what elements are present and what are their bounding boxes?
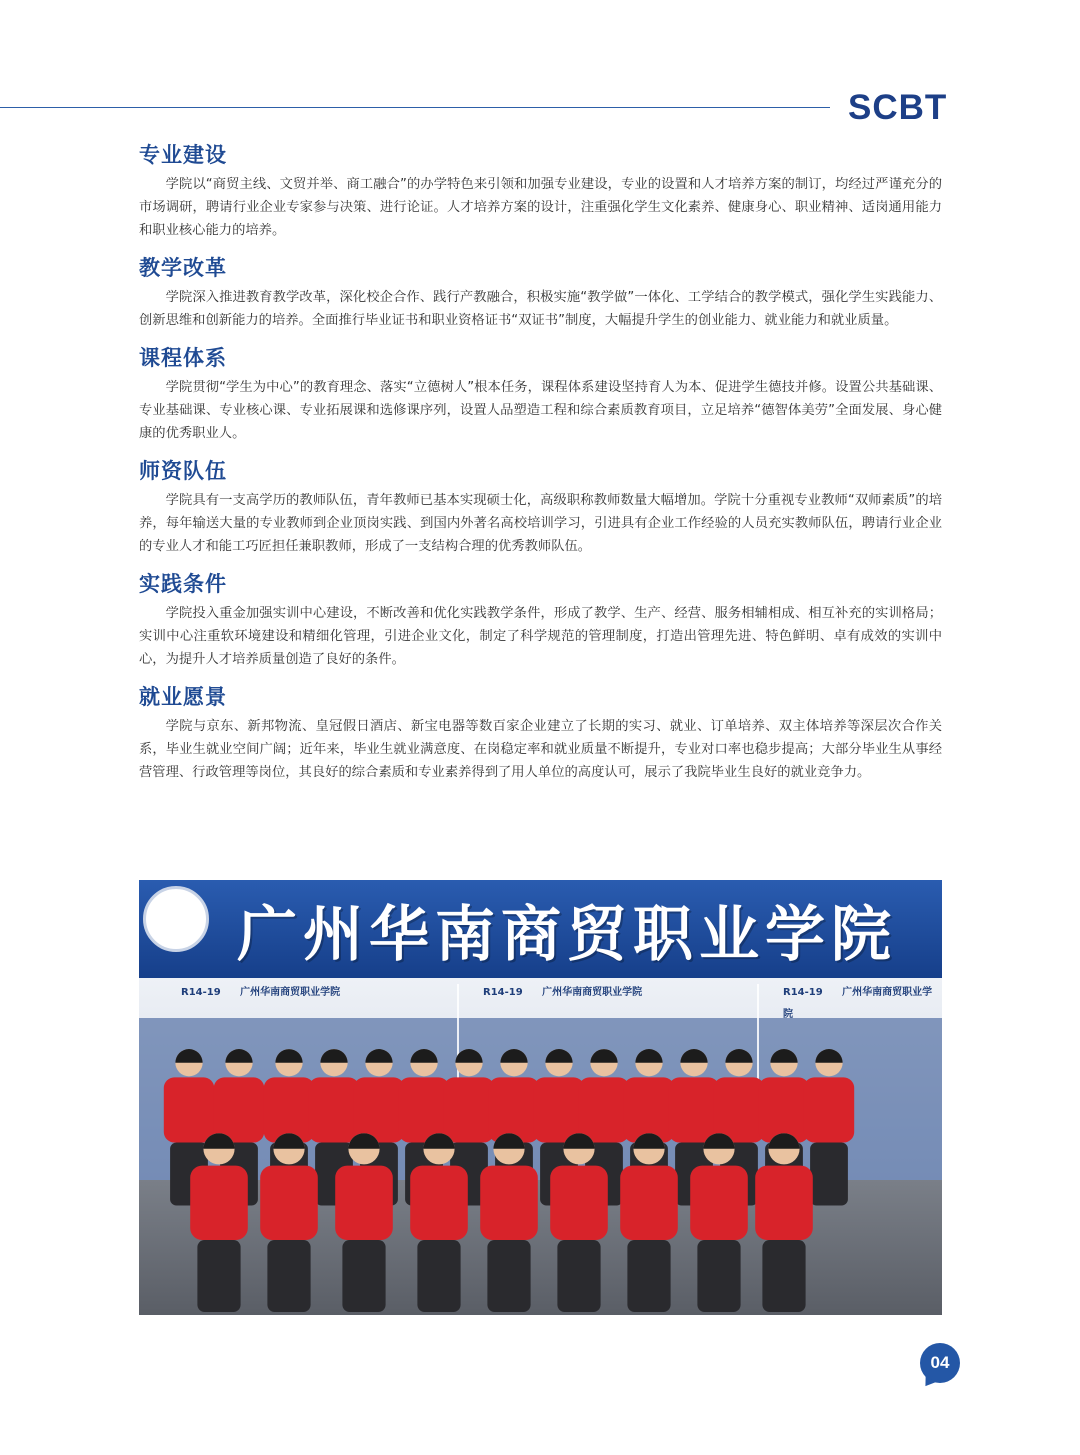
section-major-construction [139, 140, 942, 242]
section-body: 学院以“商贸主线、文贸并举、商工融合”的办学特色来引领和加强专业建设，专业的设置和人才培养方案的制订，均经过严谨充分的市场调研，聘请行业企业专家参与决策、进行论证。人才培养方案的设计，注重强化学生文化素养、健康身心、职业精神、适岗通用能力和职业核心能力的培养。 [139, 177, 942, 238]
booth-code: R14-19 [783, 987, 823, 998]
section-title: 师资队伍 [139, 459, 227, 483]
section-curriculum [139, 343, 942, 445]
booth-sign [783, 982, 942, 1020]
section-title: 专业建设 [139, 143, 227, 167]
booth-sign [181, 982, 340, 1004]
section-title: 教学改革 [139, 256, 227, 280]
brand-logo-text: SCBT [848, 88, 948, 127]
section-title: 实践条件 [139, 572, 227, 596]
section-practice-conditions [139, 569, 942, 671]
section-faculty [139, 456, 942, 558]
booth-name: 广州华南商贸职业学院 [542, 987, 643, 998]
booth-name: 广州华南商贸职业学院 [783, 987, 933, 1020]
section-body: 学院投入重金加强实训中心建设，不断改善和优化实践教学条件，形成了教学、生产、经营、服务相辅相成、相互补充的实训格局；实训中心注重软环境建设和精细化管理，引进企业文化，制定了科学规范的管理制度，打造出管理先进、特色鲜明、卓有成效的实训中心，为提升人才培养质量创造了良好的条件。 [139, 606, 942, 667]
page-number-badge: 04 [920, 1343, 960, 1383]
booth-code: R14-19 [483, 987, 523, 998]
header-rule [0, 107, 830, 108]
college-emblem-icon [143, 886, 209, 952]
section-body: 学院与京东、新邦物流、皇冠假日酒店、新宝电器等数百家企业建立了长期的实习、就业、订单培养、双主体培养等深层次合作关系，毕业生就业空间广阔；近年来，毕业生就业满意度、在岗稳定率和就业质量不断提升，专业对口率也稳步提高；大部分毕业生从事经营管理、行政管理等岗位，其良好的综合素质和专业素养得到了用人单位的高度认可，展示了我院毕业生良好的就业竞争力。 [139, 719, 942, 780]
section-body: 学院具有一支高学历的教师队伍，青年教师已基本实现硕士化，高级职称教师数量大幅增加。学院十分重视专业教师“双师素质”的培养，每年输送大量的专业教师到企业顶岗实践、到国内外著名高校培训学习，引进具有企业工作经验的人员充实教师队伍，聘请行业企业的专业人才和能工巧匠担任兼职教师，形成了一支结构合理的优秀教师队伍。 [139, 493, 942, 554]
booth-name: 广州华南商贸职业学院 [240, 987, 341, 998]
section-title: 就业愿景 [139, 685, 227, 709]
section-body: 学院贯彻“学生为中心”的教育理念、落实“立德树人”根本任务，课程体系建设坚持育人为本、促进学生德技并修。设置公共基础课、专业基础课、专业核心课、专业拓展课和选修课序列，设置人品塑造工程和综合素质教育项目，立足培养“德智体美劳”全面发展、身心健康的优秀职业人。 [139, 380, 942, 441]
section-title: 课程体系 [139, 346, 227, 370]
section-teaching-reform [139, 253, 942, 332]
group-photo [139, 880, 942, 1315]
booth-sign [483, 982, 642, 1004]
main-content [139, 140, 942, 795]
banner-title: 广州华南商贸职业学院 [237, 900, 897, 970]
section-body: 学院深入推进教育教学改革，深化校企合作、践行产教融合，积极实施“教学做”一体化、工学结合的教学模式，强化学生实践能力、创新思维和创新能力的培养。全面推行毕业证书和职业资格证书“双证书”制度，大幅提升学生的创业能力、就业能力和就业质量。 [139, 290, 942, 328]
booth-code: R14-19 [181, 987, 221, 998]
section-employment-outlook [139, 682, 942, 784]
